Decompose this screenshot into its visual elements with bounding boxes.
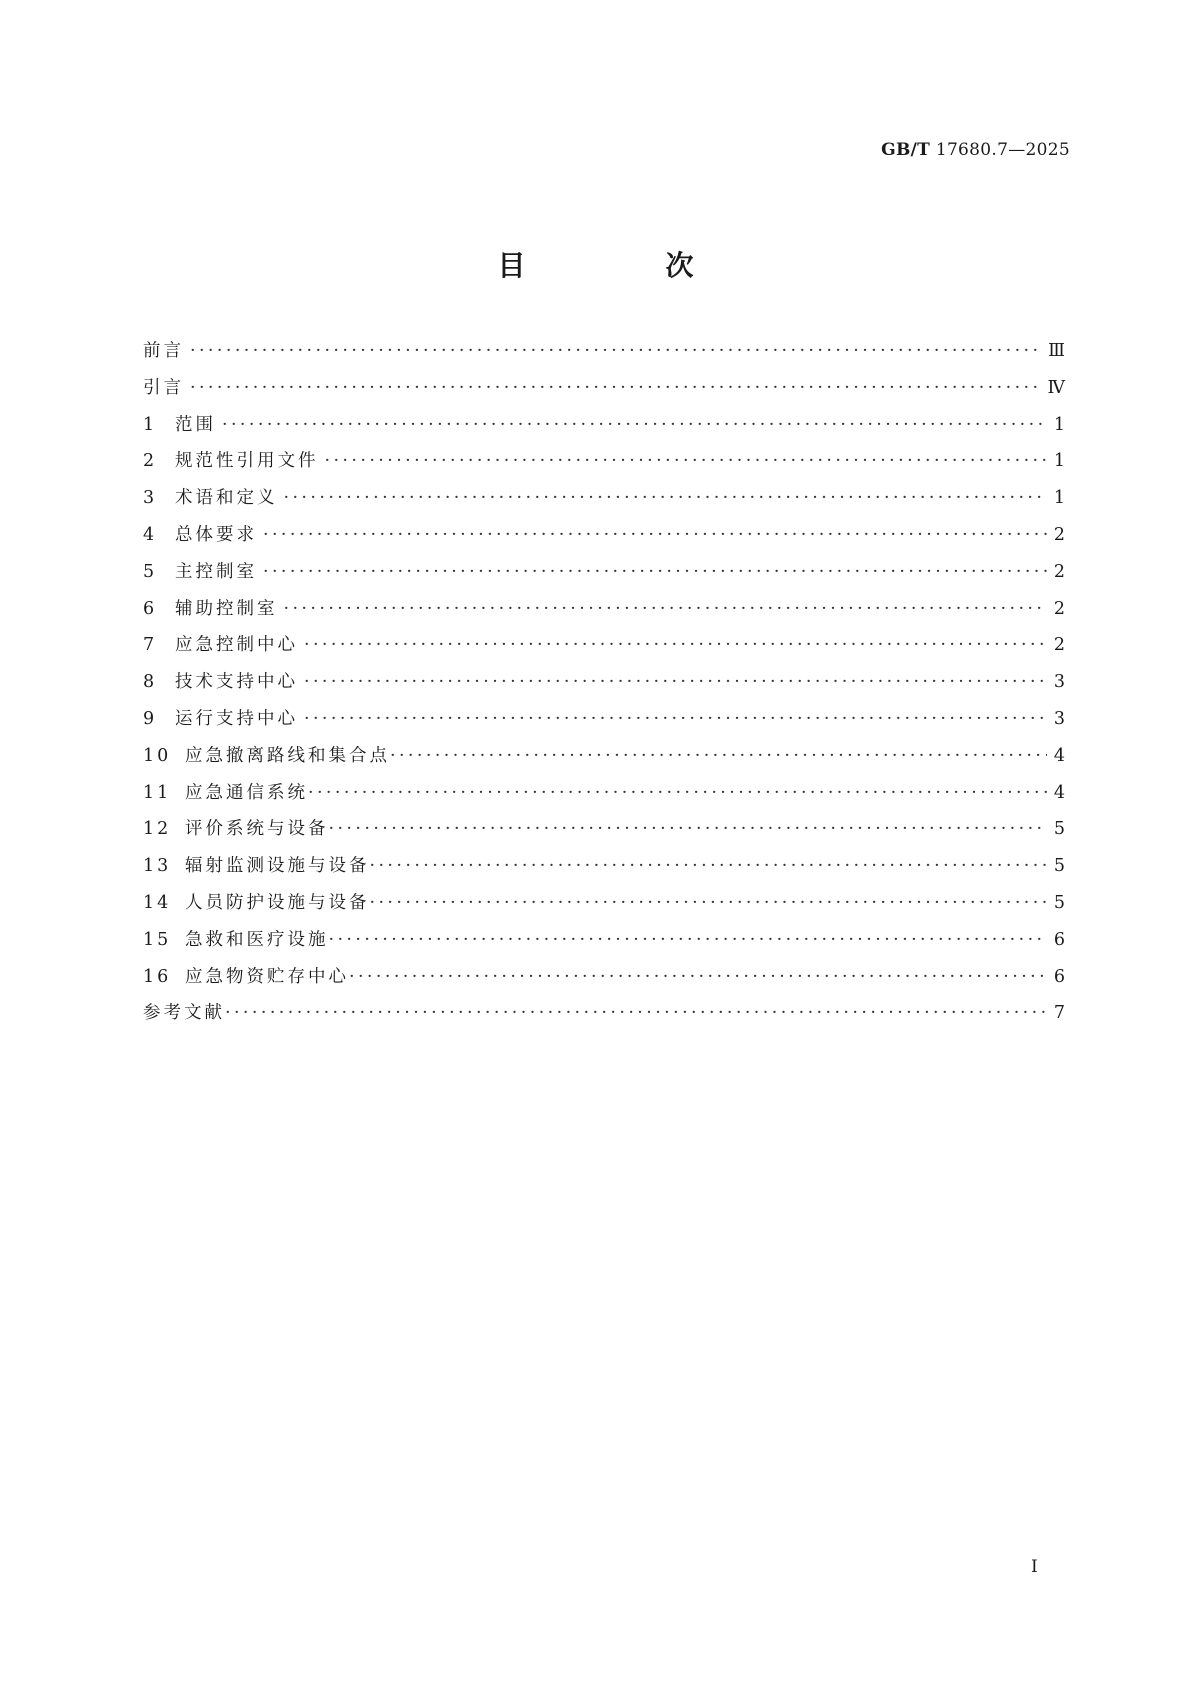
toc-entry-page: 2	[1053, 561, 1065, 582]
toc-entry[interactable]	[143, 337, 1065, 374]
toc-entry-label: 范围	[175, 414, 216, 435]
toc-dot-leader	[329, 819, 1048, 839]
toc-entry-number: 5	[143, 561, 158, 582]
toc-entry-number: 14	[143, 892, 172, 913]
toc-entry-number: 9	[143, 708, 158, 729]
toc-entry-number: 15	[143, 929, 172, 950]
toc-dot-leader	[304, 672, 1047, 692]
toc-entry-label: 前言	[143, 341, 184, 361]
toc-entry[interactable]	[143, 595, 1065, 632]
toc-entry-number: 11	[143, 782, 172, 803]
toc-entry-page: 2	[1053, 598, 1065, 619]
toc-entry[interactable]	[143, 447, 1065, 484]
toc-entry-page: 6	[1053, 966, 1065, 987]
toc-entry-page: 5	[1053, 856, 1065, 877]
toc-entry-page: 3	[1053, 672, 1065, 693]
toc-entry-number: 2	[143, 451, 158, 472]
toc-entry-number: 13	[143, 856, 172, 877]
toc-dot-leader	[370, 856, 1048, 876]
toc-entry-number: 3	[143, 488, 158, 509]
toc-entry-label: 急救和医疗设施	[185, 929, 329, 950]
toc-entry-label: 运行支持中心	[175, 708, 298, 729]
toc-entry[interactable]	[143, 742, 1065, 779]
toc-entry-label: 规范性引用文件	[175, 451, 319, 472]
toc-entry-label: 应急撤离路线和集合点	[185, 745, 390, 766]
page-number: Ⅰ	[1031, 1557, 1038, 1577]
toc-dot-leader	[370, 893, 1048, 913]
toc-entry-number: 16	[143, 966, 172, 987]
toc-entry-label: 辐射监测设施与设备	[185, 856, 370, 877]
toc-entry[interactable]	[143, 631, 1065, 668]
toc-dot-leader	[263, 525, 1047, 545]
standard-code: GB/T	[881, 140, 931, 160]
toc-dot-leader	[190, 378, 1042, 398]
toc-entry-page: 2	[1053, 524, 1065, 545]
toc-entry-number: 8	[143, 672, 158, 693]
toc-entry-number: 4	[143, 524, 158, 545]
toc-entry[interactable]	[143, 926, 1065, 963]
table-of-contents	[143, 337, 1065, 1036]
toc-entry-label: 应急控制中心	[175, 635, 298, 656]
toc-entry[interactable]	[143, 705, 1065, 742]
toc-dot-leader	[304, 635, 1047, 655]
toc-entry-label: 辅助控制室	[175, 598, 278, 619]
toc-entry[interactable]	[143, 668, 1065, 705]
toc-entry[interactable]	[143, 779, 1065, 816]
toc-entry-page: 5	[1053, 819, 1065, 840]
toc-entry-label: 应急物资贮存中心	[185, 966, 349, 987]
toc-entry-number: 6	[143, 598, 158, 619]
toc-entry[interactable]	[143, 484, 1065, 521]
toc-entry-label: 评价系统与设备	[185, 819, 329, 840]
toc-entry-number: 1	[143, 414, 158, 435]
toc-entry-page: 1	[1053, 451, 1065, 472]
toc-entry-page: 6	[1053, 929, 1065, 950]
toc-dot-leader	[308, 783, 1047, 803]
toc-entry-label: 术语和定义	[175, 488, 278, 509]
toc-dot-leader	[190, 341, 1042, 361]
toc-entry-page: Ⅲ	[1048, 341, 1065, 361]
toc-entry-page: 2	[1053, 635, 1065, 656]
toc-dot-leader	[390, 746, 1047, 766]
toc-entry[interactable]	[143, 999, 1065, 1036]
toc-entry[interactable]	[143, 815, 1065, 852]
standard-identifier	[881, 140, 1070, 160]
toc-dot-leader	[325, 451, 1048, 471]
toc-entry-label: 参考文献	[143, 1003, 225, 1024]
toc-entry-page: 3	[1053, 708, 1065, 729]
toc-entry-page: 1	[1053, 414, 1065, 435]
toc-entry-page: 4	[1053, 782, 1065, 803]
toc-entry-number: 7	[143, 635, 158, 656]
toc-entry-label: 总体要求	[175, 524, 257, 545]
toc-entry-page: Ⅳ	[1047, 377, 1065, 398]
toc-entry[interactable]	[143, 852, 1065, 889]
toc-dot-leader	[329, 930, 1048, 950]
toc-dot-leader	[284, 599, 1048, 619]
toc-entry[interactable]	[143, 521, 1065, 558]
toc-dot-leader	[222, 415, 1047, 435]
toc-dot-leader	[349, 967, 1047, 987]
toc-dot-leader	[304, 709, 1047, 729]
toc-entry[interactable]	[143, 889, 1065, 926]
toc-entry-page: 4	[1053, 745, 1065, 766]
toc-dot-leader	[263, 562, 1047, 582]
toc-title: 目 次	[497, 249, 750, 282]
standard-number: 17680.7—2025	[935, 140, 1070, 160]
toc-entry-page: 7	[1053, 1003, 1065, 1024]
toc-entry-label: 引言	[143, 377, 184, 398]
toc-entry-label: 人员防护设施与设备	[185, 892, 370, 913]
toc-dot-leader	[284, 488, 1048, 508]
toc-entry[interactable]	[143, 374, 1065, 411]
toc-entry-label: 应急通信系统	[185, 782, 308, 803]
toc-entry-page: 5	[1053, 892, 1065, 913]
toc-entry-number: 12	[143, 819, 172, 840]
toc-entry[interactable]	[143, 411, 1065, 448]
toc-entry[interactable]	[143, 963, 1065, 1000]
toc-dot-leader	[225, 1003, 1047, 1023]
toc-entry[interactable]	[143, 558, 1065, 595]
toc-entry-label: 主控制室	[175, 561, 257, 582]
toc-entry-number: 10	[143, 745, 172, 766]
toc-entry-page: 1	[1053, 488, 1065, 509]
toc-entry-label: 技术支持中心	[175, 672, 298, 693]
